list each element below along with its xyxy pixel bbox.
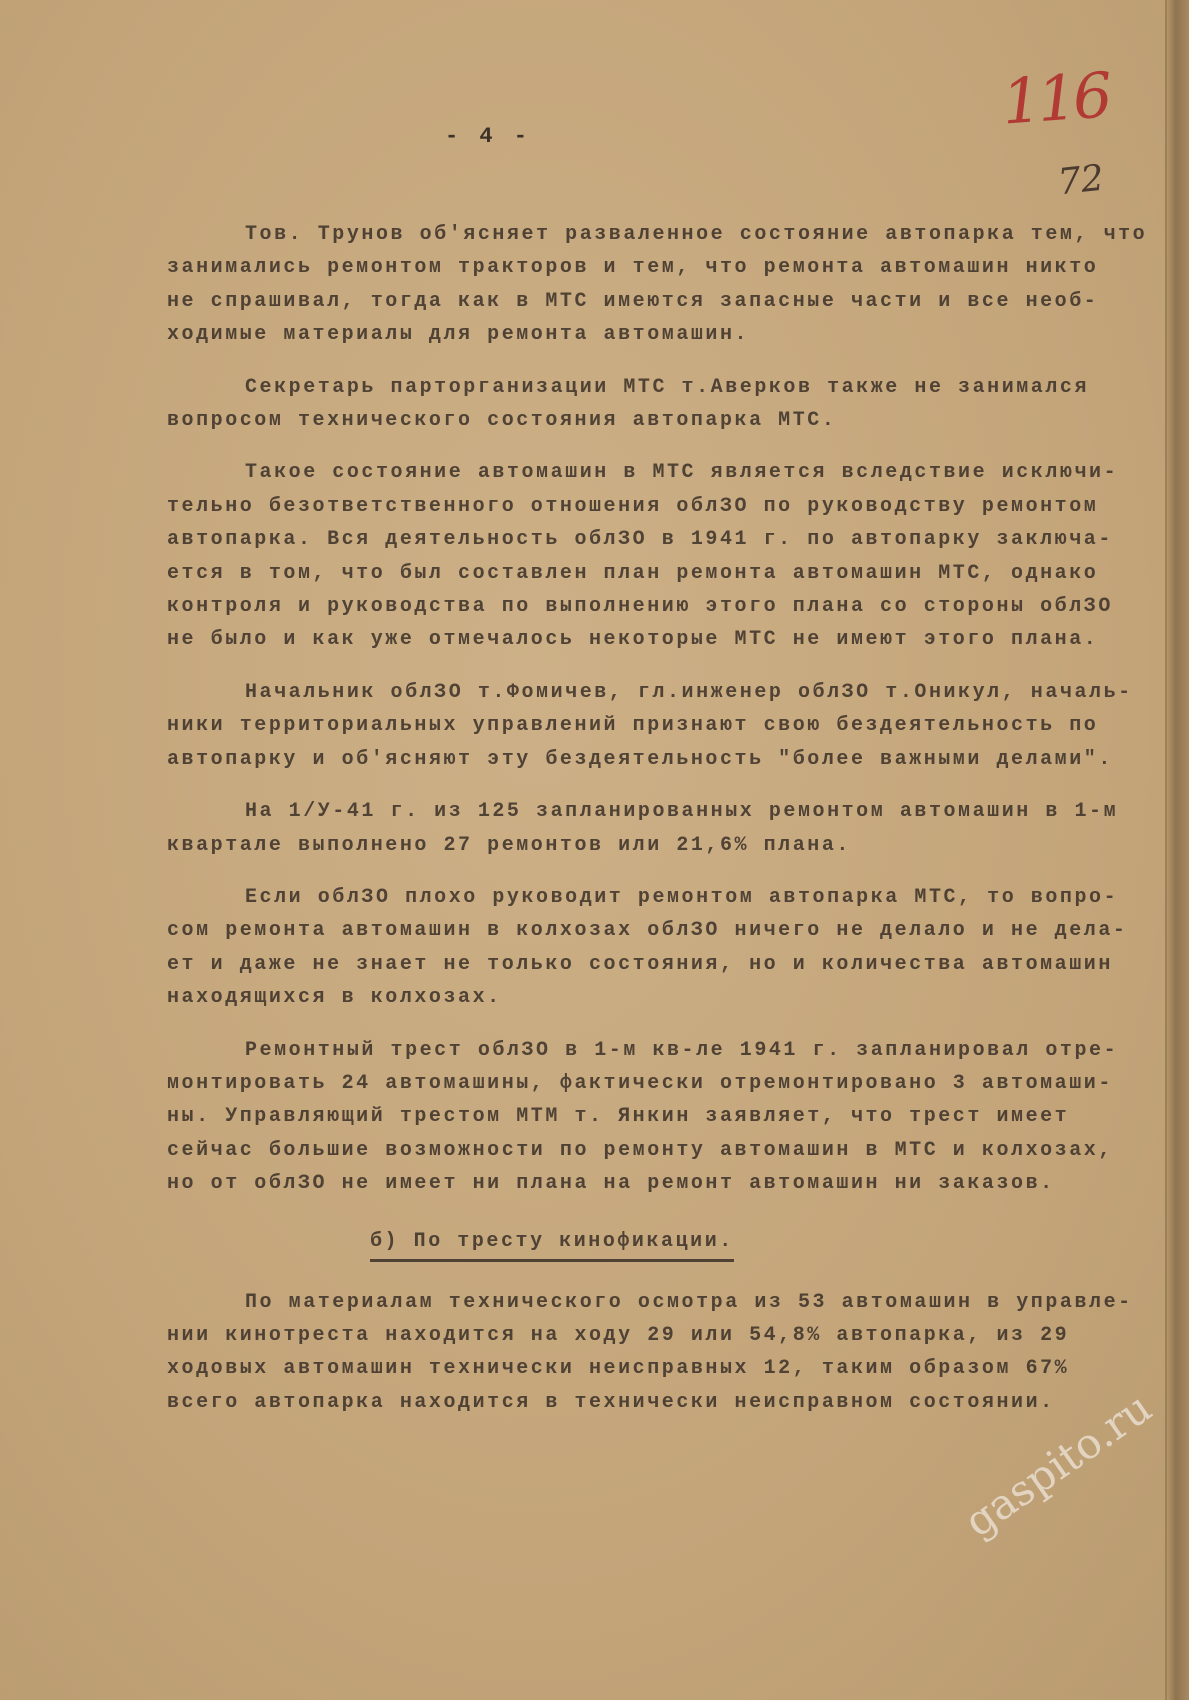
text-line: ходимые материалы для ремонта автомашин. [167,323,750,347]
text-line: всего автопарка находится в технически неисправном состоянии. [167,1390,1055,1414]
text-line: ники территориальных управлений признают свою бездеятельность по [167,714,1099,738]
text-line: сейчас большие возможности по ремонту автомашин в МТС и колхозах, [167,1138,1113,1162]
paragraph [167,676,1167,776]
text-line: квартале выполнено 27 ремонтов или 21,6% плана. [167,833,851,857]
text-line: занимались ремонтом тракторов и тем, что ремонта автомашин никто [167,256,1099,280]
paragraph [167,1034,1167,1201]
archive-sheet-number-old: 72 [1055,157,1106,204]
text-line: вопросом технического состояния автопарка МТС. [167,409,837,433]
paragraph [167,1286,1167,1420]
text-line: По материалам технического осмотра из 53 автомашин в управле- [245,1290,1133,1314]
text-line: Секретарь парторганизации МТС т.Аверков также не занимался [245,375,1090,399]
text-line: ходовых автомашин технически неисправных 12, таким образом 67% [167,1357,1070,1381]
text-line: Тов. Трунов об'ясняет разваленное состояние автопарка тем, что [245,223,1148,246]
archive-sheet-number-red: 116 [999,58,1111,139]
text-line: ется в том, что был составлен план ремонта автомашин МТС, однако [167,561,1099,585]
paragraph [167,371,1167,438]
text-line: тельно безответственного отношения облЗО по руководству ремонтом [167,494,1099,518]
text-line: Ремонтный трест облЗО в 1-м кв-ле 1941 г. запланировал отре- [245,1038,1119,1062]
paragraphs [167,218,1167,1201]
page-number: - 4 - [445,124,532,149]
text-line: сом ремонта автомашин в колхозах облЗО ничего не делало и не дела- [167,919,1128,943]
text-line: Такое состояние автомашин в МТС является вследствие исключи- [245,461,1119,485]
paragraph [167,218,1167,352]
paragraph [167,456,1167,656]
text-line: Начальник облЗО т.Фомичев, гл.инженер облЗО т.Оникул, началь- [245,680,1133,704]
text-line: автопарку и об'ясняют эту бездеятельность "более важными делами". [167,747,1113,771]
text-line: находящихся в колхозах. [167,986,502,1010]
paragraph [167,795,1167,862]
section-heading: б) По тресту кинофикации. [370,1230,734,1262]
document-body [167,218,1167,1438]
section-paragraphs [167,1286,1167,1420]
text-line: монтировать 24 автомашины, фактически отремонтировано 3 автомаши- [167,1071,1113,1095]
text-line: автопарка. Вся деятельность облЗО в 1941 г. по автопарку заключа- [167,528,1113,552]
text-line: не было и как уже отмечалось некоторые МТС не имеют этого плана. [167,628,1099,652]
text-line: ет и даже не знает не только состояния, но и количества автомашин [167,952,1113,976]
text-line: На 1/У-41 г. из 125 запланированных ремонтом автомашин в 1-м [245,800,1119,824]
text-line: ны. Управляющий трестом МТМ т. Янкин заявляет, что трест имеет [167,1105,1070,1129]
text-line: контроля и руководства по выполнению этого плана со стороны облЗО [167,595,1113,619]
watermark: gaspito.ru [955,1382,1161,1547]
text-line: не спрашивал, тогда как в МТС имеются запасные части и все необ- [167,289,1099,313]
paragraph [167,881,1167,1015]
text-line: Если облЗО плохо руководит ремонтом автопарка МТС, то вопро- [245,885,1119,909]
text-line: нии кинотреста находится на ходу 29 или 54,8% автопарка, из 29 [167,1323,1070,1347]
page-binding-edge [1167,0,1189,1700]
text-line: но от облЗО не имеет ни плана на ремонт автомашин ни заказов. [167,1172,1055,1196]
